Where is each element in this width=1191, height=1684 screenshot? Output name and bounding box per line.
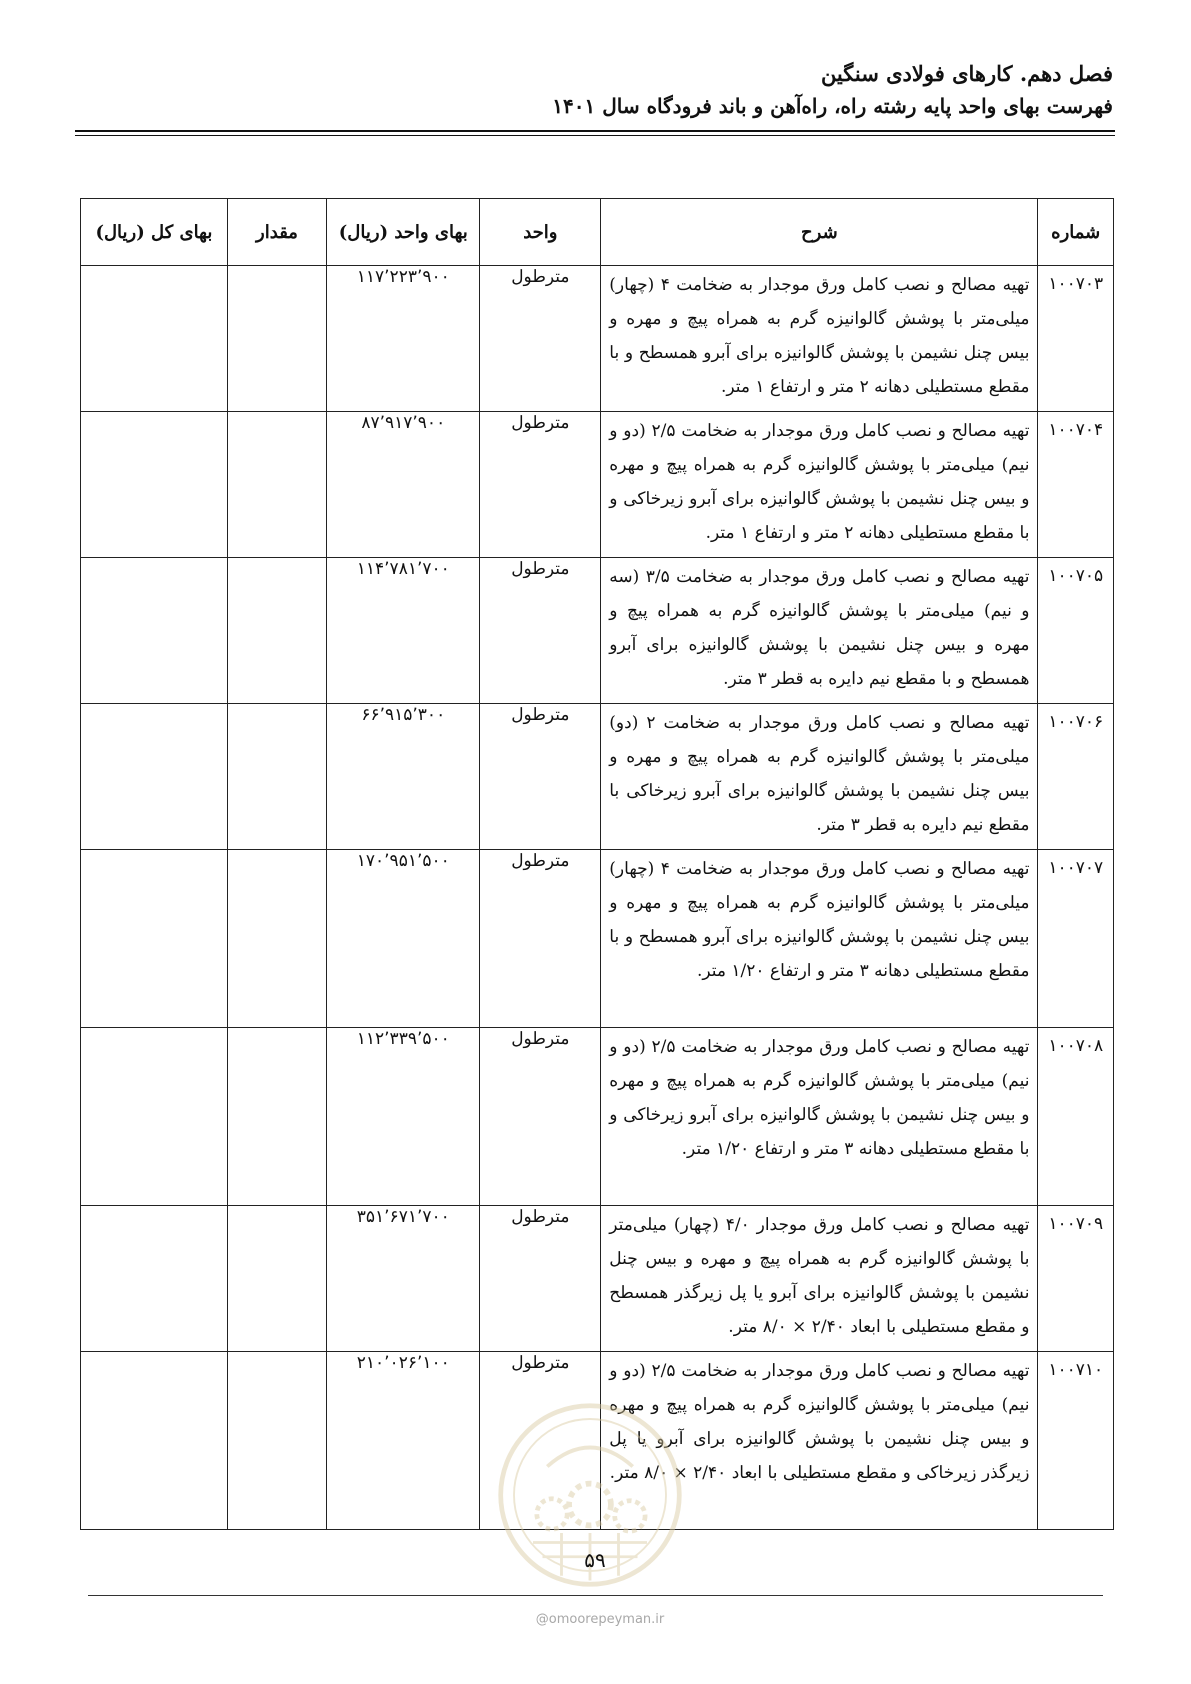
item-quantity <box>227 1206 326 1352</box>
item-number: ۱۰۰۷۰۵ <box>1038 558 1114 704</box>
item-quantity <box>227 1028 326 1206</box>
item-number: ۱۰۰۷۰۴ <box>1038 412 1114 558</box>
table-row <box>81 850 1114 1028</box>
item-number: ۱۰۰۷۱۰ <box>1038 1352 1114 1530</box>
item-unit-price: ۱۱۴٬۷۸۱٬۷۰۰ <box>327 558 480 704</box>
item-description: تهیه مصالح و نصب کامل ورق موجدار به ضخامت ۴ (چهار) میلی‌متر با پوشش گالوانیزه گرم به همراه پیچ و مهره و بیس چنل نشیمن با پوشش گالوانیزه برای آبرو همسطح و با مقطع مستطیلی دهانه ۲ متر و ارتفاع ۱ متر. <box>601 266 1038 412</box>
item-number: ۱۰۰۷۰۶ <box>1038 704 1114 850</box>
item-unit: مترطول <box>480 850 601 1028</box>
item-description: تهیه مصالح و نصب کامل ورق موجدار به ضخامت ۲ (دو) میلی‌متر با پوشش گالوانیزه گرم به همراه پیچ و مهره و بیس چنل نشیمن با پوشش گالوانیزه برای آبرو زیرخاکی با مقطع نیم دایره به قطر ۳ متر. <box>601 704 1038 850</box>
table-header-row <box>81 199 1114 266</box>
item-unit: مترطول <box>480 704 601 850</box>
header-rule-thick <box>75 130 1115 132</box>
column-header-description: شرح <box>601 199 1038 266</box>
item-total-price <box>81 1028 228 1206</box>
item-unit: مترطول <box>480 412 601 558</box>
chapter-title: فصل دهم. کارهای فولادی سنگین <box>820 61 1113 86</box>
footer-rule <box>88 1595 1103 1596</box>
item-unit-price: ۸۷٬۹۱۷٬۹۰۰ <box>327 412 480 558</box>
column-header-total-price: بهای کل (ریال) <box>81 199 228 266</box>
item-quantity <box>227 266 326 412</box>
item-description: تهیه مصالح و نصب کامل ورق موجدار به ضخامت ۳/۵ (سه و نیم) میلی‌متر با پوشش گالوانیزه گرم به همراه پیچ و مهره و بیس چنل نشیمن با پوشش گالوانیزه برای آبرو همسطح و با مقطع نیم دایره به قطر ۳ متر. <box>601 558 1038 704</box>
header-rule-thin <box>75 135 1115 136</box>
item-quantity <box>227 850 326 1028</box>
item-quantity <box>227 558 326 704</box>
price-table <box>80 198 1114 1530</box>
item-description: تهیه مصالح و نصب کامل ورق موجدار به ضخامت ۲/۵ (دو و نیم) میلی‌متر با پوشش گالوانیزه گرم به همراه پیچ و مهره و بیس چنل نشیمن با پوشش گالوانیزه برای آبرو زیرخاکی و با مقطع مستطیلی دهانه ۳ متر و ارتفاع ۱/۲۰ متر. <box>601 1028 1038 1206</box>
column-header-quantity: مقدار <box>227 199 326 266</box>
page-number: ۵۹ <box>584 1548 606 1572</box>
item-number: ۱۰۰۷۰۳ <box>1038 266 1114 412</box>
table-row <box>81 412 1114 558</box>
table-row <box>81 704 1114 850</box>
item-unit: مترطول <box>480 1028 601 1206</box>
item-total-price <box>81 704 228 850</box>
item-description: تهیه مصالح و نصب کامل ورق موجدار ۴/۰ (چهار) میلی‌متر با پوشش گالوانیزه گرم به همراه پیچ و مهره و بیس چنل نشیمن با پوشش گالوانیزه برای آبرو یا پل زیرگذر همسطح و مقطع مستطیلی با ابعاد ۲/۴۰ × ۸/۰ متر. <box>601 1206 1038 1352</box>
item-description: تهیه مصالح و نصب کامل ورق موجدار به ضخامت ۲/۵ (دو و نیم) میلی‌متر با پوشش گالوانیزه گرم به همراه پیچ و مهره و بیس چنل نشیمن با پوشش گالوانیزه برای آبرو زیرخاکی و با مقطع مستطیلی دهانه ۲ متر و ارتفاع ۱ متر. <box>601 412 1038 558</box>
item-total-price <box>81 558 228 704</box>
website-watermark: @omoorepeyman.ir <box>535 1612 665 1627</box>
item-number: ۱۰۰۷۰۷ <box>1038 850 1114 1028</box>
item-total-price <box>81 850 228 1028</box>
table-row <box>81 266 1114 412</box>
item-total-price <box>81 266 228 412</box>
item-unit-price: ۱۱۷٬۲۲۳٬۹۰۰ <box>327 266 480 412</box>
table-row <box>81 1028 1114 1206</box>
column-header-number: شماره <box>1038 199 1114 266</box>
item-quantity <box>227 1352 326 1530</box>
column-header-unit-price: بهای واحد (ریال) <box>327 199 480 266</box>
item-description: تهیه مصالح و نصب کامل ورق موجدار به ضخامت ۴ (چهار) میلی‌متر با پوشش گالوانیزه گرم به همراه پیچ و مهره و بیس چنل نشیمن با پوشش گالوانیزه برای آبرو همسطح و با مقطع مستطیلی دهانه ۳ متر و ارتفاع ۱/۲۰ متر. <box>601 850 1038 1028</box>
item-unit-price: ۱۱۲٬۳۳۹٬۵۰۰ <box>327 1028 480 1206</box>
item-number: ۱۰۰۷۰۸ <box>1038 1028 1114 1206</box>
item-quantity <box>227 412 326 558</box>
item-quantity <box>227 704 326 850</box>
item-unit-price: ۱۷۰٬۹۵۱٬۵۰۰ <box>327 850 480 1028</box>
item-unit-price: ۲۱۰٬۰۲۶٬۱۰۰ <box>327 1352 480 1530</box>
table-row <box>81 558 1114 704</box>
item-total-price <box>81 1206 228 1352</box>
page-header <box>73 58 1113 122</box>
item-number: ۱۰۰۷۰۹ <box>1038 1206 1114 1352</box>
item-total-price <box>81 1352 228 1530</box>
column-header-unit: واحد <box>480 199 601 266</box>
item-description: تهیه مصالح و نصب کامل ورق موجدار به ضخامت ۲/۵ (دو و نیم) میلی‌متر با پوشش گالوانیزه گرم به همراه پیچ و مهره و بیس چنل نشیمن با پوشش گالوانیزه برای آبرو یا پل زیرگذر زیرخاکی و مقطع مستطیلی با ابعاد ۲/۴۰ × ۸/۰ متر. <box>601 1352 1038 1530</box>
item-unit: مترطول <box>480 558 601 704</box>
price-list-title: فهرست بهای واحد پایه رشته راه، راه‌آهن و باند فرودگاه سال ۱۴۰۱ <box>552 94 1113 118</box>
item-unit: مترطول <box>480 1352 601 1530</box>
item-unit-price: ۳۵۱٬۶۷۱٬۷۰۰ <box>327 1206 480 1352</box>
item-unit-price: ۶۶٬۹۱۵٬۳۰۰ <box>327 704 480 850</box>
table-row <box>81 1206 1114 1352</box>
item-unit: مترطول <box>480 1206 601 1352</box>
item-total-price <box>81 412 228 558</box>
item-unit: مترطول <box>480 266 601 412</box>
